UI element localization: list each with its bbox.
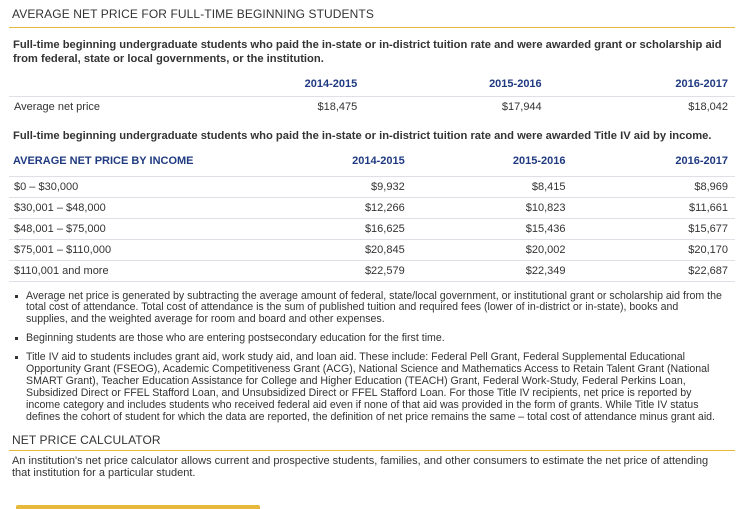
row-value: $15,677 (573, 218, 735, 239)
row-value: $18,475 (255, 96, 364, 117)
income-range-label: $48,001 – $75,000 (9, 218, 313, 239)
footnote-item (9, 291, 735, 327)
table2-year-header: 2014-2015 (352, 155, 405, 168)
footnote-item (9, 333, 735, 345)
table1-blank-header (9, 72, 255, 96)
row-value: $10,823 (412, 197, 573, 218)
income-range-label: $0 – $30,000 (9, 176, 313, 197)
net-price-calculator-text: An institution's net price calculator allows current and prospective students, families, and other consumers to estimate the net price of attending that institution for a particular student. (12, 454, 709, 480)
row-value: $11,661 (573, 197, 735, 218)
income-range-label: $30,001 – $48,000 (9, 197, 313, 218)
row-value: $18,042 (549, 96, 735, 117)
row-value: $15,436 (412, 218, 573, 239)
row-value: $22,349 (412, 260, 573, 281)
row-value: $9,932 (313, 176, 412, 197)
row-value: $8,415 (412, 176, 573, 197)
table-row (9, 197, 735, 218)
table1-year-header: 2016-2017 (675, 77, 728, 90)
table-row (9, 176, 735, 197)
table1-heading: Full-time beginning undergraduate students who paid the in-state or in-district tuition rate and were awarded grant or scholarship aid from federal, state or local governments, or the institution. (13, 39, 722, 65)
table2-year-header: 2015-2016 (512, 155, 566, 168)
income-column-header: AVERAGE NET PRICE BY INCOME (13, 155, 194, 168)
row-value: $17,944 (364, 96, 548, 117)
row-value: $20,845 (313, 239, 412, 260)
row-value: $20,170 (573, 239, 735, 260)
bullet-icon (15, 356, 18, 359)
table-row (9, 239, 735, 260)
net-price-calculator-title: NET PRICE CALCULATOR (9, 431, 735, 451)
row-value: $8,969 (573, 176, 735, 197)
row-value: $22,687 (573, 260, 735, 281)
net-price-calculator-button[interactable] (16, 505, 260, 509)
bullet-icon (15, 337, 18, 340)
row-value: $20,002 (412, 239, 573, 260)
footnote-item (9, 352, 735, 423)
bullet-icon (15, 295, 18, 298)
table-row (9, 260, 735, 281)
table-row (9, 96, 735, 117)
row-value: $22,579 (313, 260, 412, 281)
footnote-text: Title IV aid to students includes grant aid, work study aid, and loan aid. These include: Federal Pell Grant, Federal Supplemental Educational Opportunity Grant (FSEOG), Academic Competitiveness Grant (ACG), National Science and Mathematics Access to Retain Talent Grant (National SMART Grant), Teacher Education Assistance for College and Higher Education (TEACH) Grant, Federal Work-Study, Federal Perkins Loan, Subsidized Direct or FFEL Stafford Loan, and Unsubsidized Direct or FFEL Stafford Loan. For those Title IV recipients, net price is reported by income category and includes students who received federal aid even if none of that aid was provided in the form of grants. While Title IV status defines the cohort of student for which the data are reported, the definition of net price remains the same – total cost of attendance minus grant aid. (26, 351, 716, 423)
table-row (9, 218, 735, 239)
table1-year-header: 2015-2016 (489, 77, 542, 90)
footnote-text: Beginning students are those who are entering postsecondary education for the first time. (26, 332, 445, 345)
row-value: $12,266 (313, 197, 412, 218)
income-range-label: $110,001 and more (9, 260, 313, 281)
row-label: Average net price (9, 96, 255, 117)
footnote-text: Average net price is generated by subtracting the average amount of federal, state/local government, or institutional grant or scholarship aid from the total cost of attendance. Total cost of attendance is the sum of published tuition and required fees (lower of in-district or in-state), books and supplies, and the weighted average for room and board and other expenses. (26, 289, 722, 326)
table1-year-header: 2014-2015 (304, 77, 358, 90)
section-title: AVERAGE NET PRICE FOR FULL-TIME BEGINNING STUDENTS (9, 0, 735, 28)
row-value: $16,625 (313, 218, 412, 239)
footnotes (9, 291, 735, 424)
table2-heading: Full-time beginning undergraduate students who paid the in-state or in-district tuition rate and were awarded Title IV aid by income. (13, 129, 712, 142)
net-price-by-income-table (9, 147, 735, 281)
average-net-price-table (9, 72, 735, 117)
income-range-label: $75,001 – $110,000 (9, 239, 313, 260)
table2-year-header: 2016-2017 (675, 155, 728, 168)
